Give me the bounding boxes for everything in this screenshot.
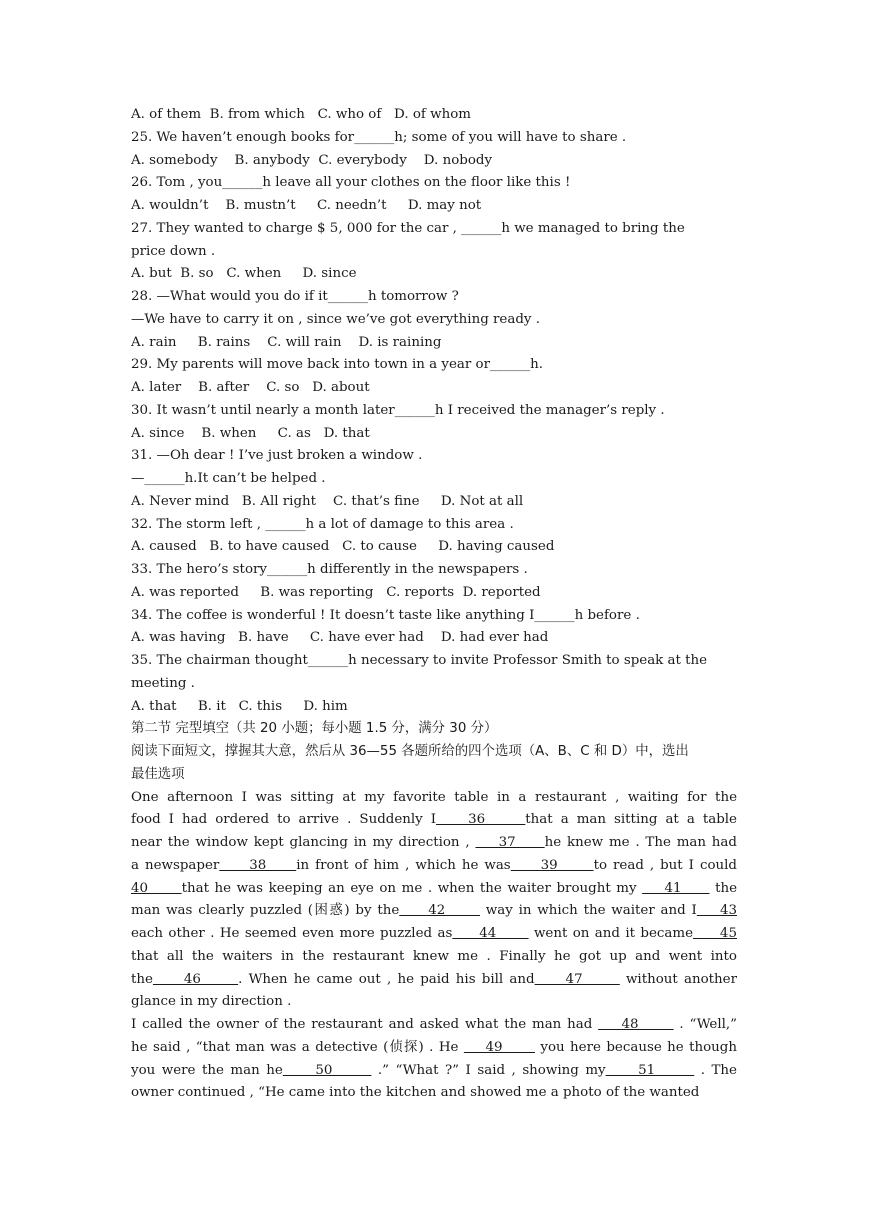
question-lines: [131, 104, 737, 787]
text-line: A. later B. after C. so D. about: [131, 380, 370, 395]
passage-text: went on and it became: [528, 926, 694, 941]
answer-blank: 43: [696, 903, 737, 919]
text-line: A. that B. it C. this D. him: [131, 698, 348, 714]
answer-blank: 51: [605, 1062, 695, 1078]
text-line: A. Never mind B. All right C. that’s fine D. Not at all: [131, 493, 524, 509]
text-line: —We have to carry it on , since we’ve got everything ready .: [131, 311, 540, 327]
answer-blank: 45: [693, 926, 737, 941]
text-line: A. but B. so C. when D. since: [131, 266, 357, 282]
answer-blank: 48: [598, 1017, 674, 1032]
text-line: A. of them B. from which C. who of D. of whom: [131, 107, 471, 122]
text-line: 30. It wasn’t until nearly a month later______h I received the manager’s reply .: [131, 402, 665, 418]
passage-line: [131, 923, 737, 946]
text-line: 31. —Oh dear ! I’ve just broken a window .: [131, 448, 423, 464]
text-line: A. was having B. have C. have ever had D. had ever had: [131, 630, 549, 646]
passage-text: you here because he though: [534, 1039, 737, 1055]
passage-text: near the window kept glancing in my direction ,: [131, 835, 476, 850]
passage-text: . When he came out , he paid his bill and: [238, 971, 535, 987]
passage-line: [131, 878, 737, 901]
passage-line: [131, 809, 737, 832]
answer-blank: 46: [152, 971, 239, 987]
passage-line: [131, 1082, 737, 1105]
text-line: A. caused B. to have caused C. to cause D. having caused: [131, 539, 555, 555]
answer-blank: 38: [219, 857, 297, 873]
answer-blank: 49: [463, 1039, 535, 1055]
text-line: 25. We haven’t enough books for______h; some of you will have to share .: [131, 129, 627, 145]
text-line: 29. My parents will move back into town in a year or______h.: [131, 357, 544, 373]
passage-line: [131, 855, 737, 878]
cloze-passage: [131, 787, 737, 1106]
text-line: 33. The hero’s story______h differently in the newspapers .: [131, 562, 528, 577]
text-line: A. since B. when C. as D. that: [131, 425, 370, 441]
passage-line: [131, 1060, 737, 1083]
passage-text: that all the waiters in the restaurant knew me . Finally he got up and went into: [131, 948, 737, 964]
answer-blank: 41: [642, 880, 710, 896]
answer-blank: 40: [131, 880, 182, 896]
text-line: 28. —What would you do if it______h tomorrow ?: [131, 289, 459, 304]
text-line: A. somebody B. anybody C. everybody D. nobody: [131, 152, 493, 168]
passage-line: [131, 900, 737, 923]
text-line: 26. Tom , you______h leave all your clothes on the floor like this !: [131, 175, 571, 191]
passage-text: each other . He seemed even more puzzled as: [131, 926, 453, 941]
passage-line: [131, 946, 737, 969]
passage-text: I called the owner of the restaurant and asked what the man had: [131, 1017, 599, 1032]
passage-text: he said , “that man was a detective (侦探) . He: [131, 1039, 464, 1055]
passage-text: he knew me . The man had: [544, 835, 737, 850]
passage-text: you were the man he: [131, 1062, 283, 1078]
passage-line: [131, 991, 737, 1014]
text-line: 32. The storm left , ______h a lot of damage to this area .: [131, 516, 514, 532]
passage-text: .” “What ?” I said , showing my: [371, 1062, 606, 1078]
text-line: —______h.It can’t be helped .: [131, 471, 326, 486]
passage-text: One afternoon I was sitting at my favorite table in a restaurant , waiting for the: [131, 789, 737, 805]
passage-text: man was clearly puzzled (困惑) by the: [131, 903, 400, 919]
passage-line: [131, 787, 737, 810]
passage-text: food I had ordered to arrive . Suddenly I: [131, 812, 437, 828]
passage-line: [131, 832, 737, 855]
text-line: A. wouldn’t B. mustn’t C. needn’t D. may not: [131, 198, 482, 213]
passage-text: without another: [619, 971, 737, 987]
passage-line: [131, 1037, 737, 1060]
passage-text: a newspaper: [131, 857, 220, 873]
passage-text: to read , but I could: [593, 857, 737, 873]
text-line: 27. They wanted to charge $ 5, 000 for the car , ______h we managed to bring the: [131, 220, 685, 236]
text-line: A. was reported B. was reporting C. reports D. reported: [131, 584, 541, 600]
answer-blank: 42: [399, 903, 481, 919]
passage-text: that a man sitting at a table: [525, 812, 737, 828]
text-line: price down .: [131, 243, 216, 259]
answer-blank: 36: [436, 812, 526, 828]
passage-text: . “Well,”: [673, 1017, 737, 1032]
text-line: 最佳选项: [131, 766, 185, 782]
passage-text: that he was keeping an eye on me . when the waiter brought my: [181, 880, 643, 896]
text-line: 35. The chairman thought______h necessary to invite Professor Smith to speak at the: [131, 653, 708, 668]
passage-text: in front of him , which he was: [296, 857, 511, 873]
passage-text: glance in my direction .: [131, 994, 292, 1010]
passage-text: the: [131, 971, 153, 987]
answer-blank: 50: [282, 1062, 372, 1078]
text-line: A. rain B. rains C. will rain D. is raining: [131, 334, 442, 350]
text-line: 第二节 完型填空（共 20 小题；每小题 1.5 分，满分 30 分）: [131, 721, 498, 737]
text-line: 阅读下面短文，撑握其大意，然后从 36—55 各题所给的四个选项（A、B、C 和 D）中，选出: [131, 744, 689, 759]
passage-line: [131, 969, 737, 992]
passage-text: owner continued , “He came into the kitchen and showed me a photo of the wanted: [131, 1085, 700, 1101]
answer-blank: 47: [534, 971, 620, 987]
answer-blank: 37: [475, 835, 545, 850]
passage-text: way in which the waiter and I: [480, 903, 697, 919]
answer-blank: 44: [452, 926, 529, 941]
text-line: meeting .: [131, 675, 195, 691]
passage-text: the: [709, 880, 737, 896]
passage-line: [131, 1014, 737, 1037]
exam-page: [131, 104, 737, 1105]
text-line: 34. The coffee is wonderful ! It doesn’t taste like anything I______h before .: [131, 607, 640, 623]
passage-text: . The: [694, 1062, 737, 1078]
answer-blank: 39: [510, 857, 594, 873]
